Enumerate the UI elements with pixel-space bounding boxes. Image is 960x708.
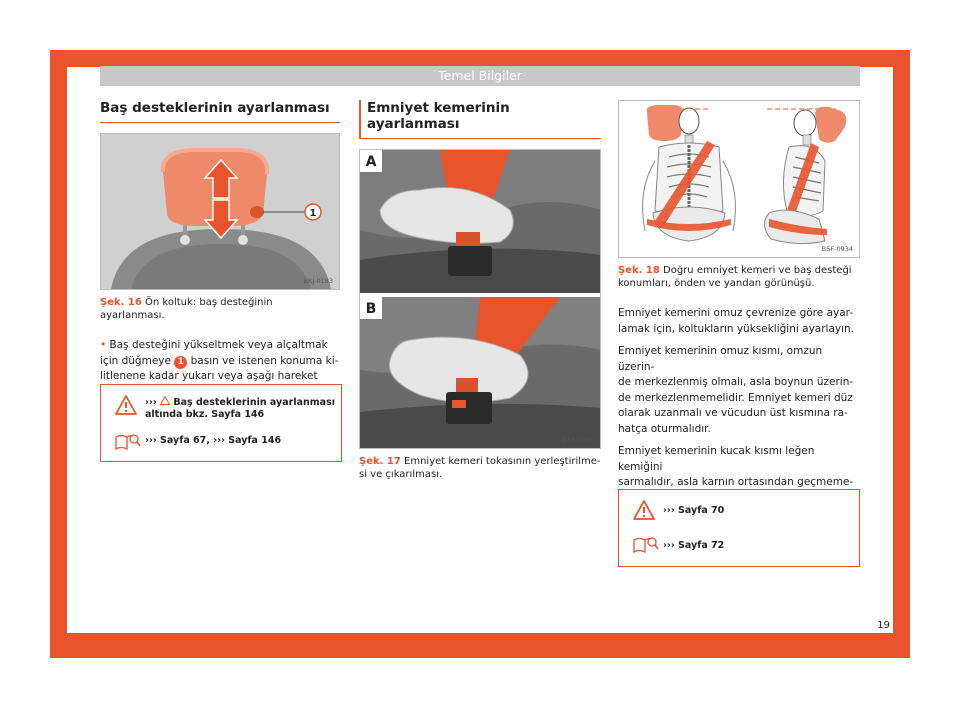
text-line: olarak uzanmalı ve vücudun üst kısmına ra-	[618, 407, 848, 419]
figure-headrest	[100, 133, 340, 290]
figure-caption	[100, 296, 340, 322]
figure-caption-line-1: Doğru emniyet kemeri ve baş desteği	[663, 265, 852, 276]
instruction-line-2a: için düğmeye	[100, 354, 171, 367]
text-line: sarmalıdır, asla karnın ortasından geçmeme-	[618, 476, 854, 488]
warning-row	[619, 496, 859, 536]
warning-link-title[interactable]: Baş desteklerinin ayarlanması	[173, 397, 335, 408]
text-line: Emniyet kemerinin kucak kısmı leğen kemiğini	[618, 445, 815, 473]
warning-triangle-icon	[115, 395, 137, 415]
figure-caption-line-2: konumları, önden ve yandan görünüşü.	[618, 278, 815, 289]
figure-caption-line-1: Emniyet kemeri tokasının yerleştirilme-	[404, 456, 601, 467]
info-row	[619, 532, 859, 572]
figure-number: Şek. 17	[359, 456, 401, 467]
link-arrows[interactable]: ›››	[145, 397, 157, 408]
figure-caption	[618, 264, 860, 290]
buckle-illustration	[360, 150, 601, 448]
middle-column	[359, 100, 601, 481]
text-line: lamak için, koltukların yüksekliğini ayarlayın.	[618, 322, 855, 335]
headrest-illustration	[101, 134, 340, 289]
right-column	[618, 100, 860, 544]
text-line: de merkezlenmiş olmalı, asla boynun üzerin-	[618, 376, 854, 388]
instruction-line-1: Baş desteğini yükseltmek veya alçaltmak	[109, 339, 328, 351]
warning-box-left	[100, 384, 342, 462]
posture-illustration	[619, 101, 860, 257]
warning-row	[101, 391, 341, 431]
section-heading: Baş desteklerinin ayarlanması	[100, 100, 340, 123]
warning-link-page[interactable]: altında bkz. Sayfa 146	[145, 409, 265, 420]
panel-label-a: A	[365, 154, 377, 170]
book-magnifier-icon	[633, 534, 659, 554]
info-row	[101, 429, 341, 469]
text-line: hatça oturmalıdır.	[618, 422, 711, 435]
figure-posture	[618, 100, 860, 258]
text-line: de merkezlenmemelidir. Emniyet kemeri düz	[618, 391, 853, 404]
text-line: Emniyet kemerinin omuz kısmı, omzun üzerin-	[618, 345, 823, 373]
figure-code: B5F-1056	[562, 436, 594, 444]
info-link[interactable]: ››› Sayfa 67, ››› Sayfa 146	[145, 435, 282, 446]
figure-number: Şek. 16	[100, 297, 142, 308]
callout-badge: 1	[174, 356, 187, 369]
figure-code: BKJ-0183	[303, 277, 333, 285]
warning-text	[145, 396, 335, 421]
warning-triangle-icon	[633, 500, 655, 520]
paragraph-2	[618, 344, 860, 437]
figure-callout: 1	[309, 208, 317, 219]
page-number: 19	[877, 620, 890, 631]
figure-caption-line-2: si ve çıkarılması.	[359, 469, 443, 480]
paragraph-1	[618, 306, 860, 337]
instruction-line-3: litlenene kadar yukarı veya aşağı hareket	[100, 370, 318, 382]
info-link[interactable]: ››› Sayfa 72	[663, 540, 725, 551]
figure-caption	[359, 455, 601, 481]
warning-link[interactable]: ››› Sayfa 70	[663, 505, 725, 516]
figure-number: Şek. 18	[618, 265, 660, 276]
figure-code: B5F-0934	[821, 245, 853, 253]
bullet: •	[100, 339, 107, 351]
book-magnifier-icon	[115, 431, 141, 451]
left-column	[100, 100, 340, 423]
warning-small-icon	[160, 396, 170, 405]
panel-label-b: B	[365, 301, 377, 317]
instruction-line-2b: basın ve istenen konuma ki-	[190, 354, 339, 367]
running-header: Temel Bilgiler	[100, 66, 860, 86]
text-line: Emniyet kemerini omuz çevrenize göre ayar-	[618, 307, 854, 319]
figure-seatbelt-buckle	[359, 149, 601, 449]
figure-caption-text: Ön koltuk: baş desteğinin ayarlanması.	[100, 297, 273, 321]
warning-box-right	[618, 489, 860, 567]
section-heading: Emniyet kemerinin ayarlanması	[359, 100, 601, 139]
